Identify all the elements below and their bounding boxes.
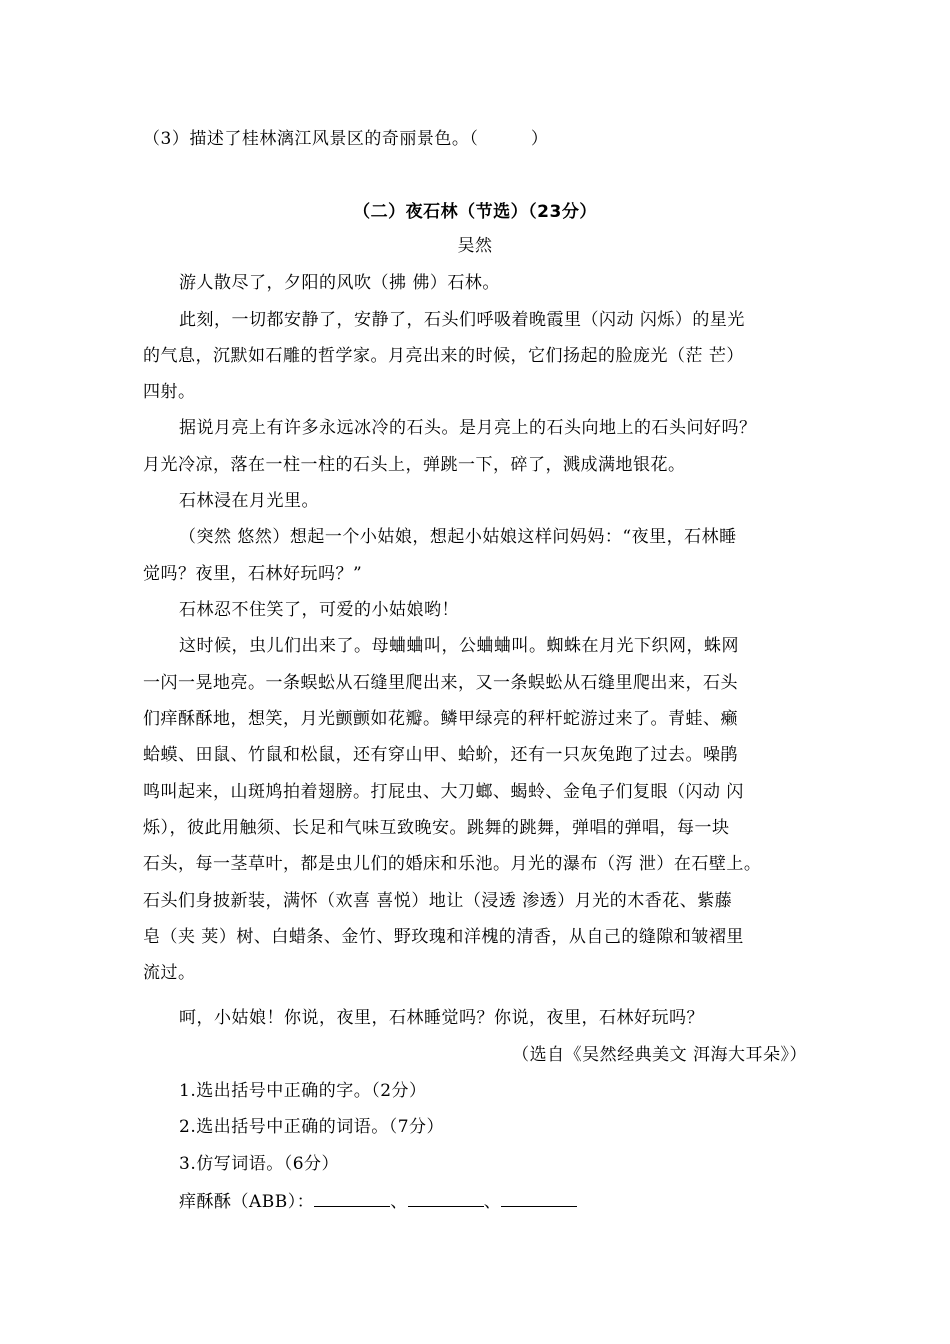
passage-line: 这时候，虫儿们出来了。母蛐蛐叫，公蛐蛐叫。蜘蛛在月光下织网，蛛网: [179, 636, 739, 656]
section-title: （二）夜石林（节选）（23分）: [353, 202, 597, 222]
passage-line: 呵，小姑娘！你说，夜里，石林睡觉吗？你说，夜里，石林好玩吗？: [179, 1008, 704, 1028]
passage-line: （突然 悠然）想起一个小姑娘，想起小姑娘这样问妈妈：“夜里，石林睡: [179, 527, 737, 547]
question-1: 1.选出括号中正确的字。（2分）: [179, 1081, 427, 1101]
question-3-item: （3）描述了桂林漓江风景区的奇丽景色。（ ）: [143, 129, 549, 149]
passage-line: 一闪一晃地亮。一条蜈蚣从石缝里爬出来，又一条蜈蚣从石缝里爬出来，石头: [143, 673, 738, 693]
separator: 、: [483, 1192, 502, 1212]
passage-source: （选自《吴然经典美文 洱海大耳朵》）: [512, 1045, 807, 1065]
passage-line: 石林浸在月光里。: [179, 491, 319, 511]
passage-line: 据说月亮上有许多永远冰冷的石头。是月亮上的石头向地上的石头问好吗？: [179, 418, 757, 438]
passage-line: 石头们身披新装，满怀（欢喜 喜悦）地让（浸透 渗透）月光的木香花、紫藤: [143, 891, 733, 911]
answer-blank[interactable]: [501, 1190, 577, 1207]
question-3: 3.仿写词语。（6分）: [179, 1154, 340, 1174]
passage-line: 四射。: [143, 382, 196, 402]
passage-line: 们痒酥酥地，想笑，月光颤颤如花瓣。鳞甲绿亮的秤杆蛇游过来了。青蛙、癞: [143, 709, 738, 729]
passage-line: 此刻，一切都安静了，安静了，石头们呼吸着晚霞里（闪动 闪烁）的星光: [179, 310, 745, 330]
passage-line: 皂（夹 荚）树、白蜡条、金竹、野玫瑰和洋槐的清香，从自己的缝隙和皱褶里: [143, 927, 744, 947]
passage-line: 烁），彼此用触须、长足和气味互致晚安。跳舞的跳舞，弹唱的弹唱，每一块: [143, 818, 730, 838]
passage-line: 鸣叫起来，山斑鸠拍着翅膀。打屁虫、大刀螂、蝎蛉、金龟子们复眼（闪动 闪: [143, 782, 744, 802]
answer-blank[interactable]: [408, 1190, 484, 1207]
passage-line: 月光冷凉，落在一柱一柱的石头上，弹跳一下，碎了，溅成满地银花。: [143, 455, 686, 475]
separator: 、: [390, 1192, 408, 1212]
passage-line: 石林忍不住笑了，可爱的小姑娘哟！: [179, 600, 459, 620]
question-3-prompt: 痒酥酥（ABB）：: [179, 1192, 315, 1212]
passage-line: 游人散尽了，夕阳的风吹（拂 佛）石林。: [179, 273, 500, 293]
question-2: 2.选出括号中正确的词语。（7分）: [179, 1117, 445, 1137]
question-3-answer-row: [179, 1190, 577, 1212]
passage-line: 石头，每一茎草叶，都是虫儿们的婚床和乐池。月光的瀑布（泻 泄）在石壁上。: [143, 854, 762, 874]
answer-blank[interactable]: [314, 1190, 390, 1207]
passage-line: 蛤蟆、田鼠、竹鼠和松鼠，还有穿山甲、蛤蚧，还有一只灰兔跑了过去。噪鹃: [143, 745, 738, 765]
passage-line: 觉吗？夜里，石林好玩吗？”: [143, 564, 363, 584]
author: 吴然: [457, 236, 493, 256]
passage-line: 的气息，沉默如石雕的哲学家。月亮出来的时候，它们扬起的脸庞光（茫 芒）: [143, 346, 744, 366]
passage-line: 流过。: [143, 963, 196, 983]
